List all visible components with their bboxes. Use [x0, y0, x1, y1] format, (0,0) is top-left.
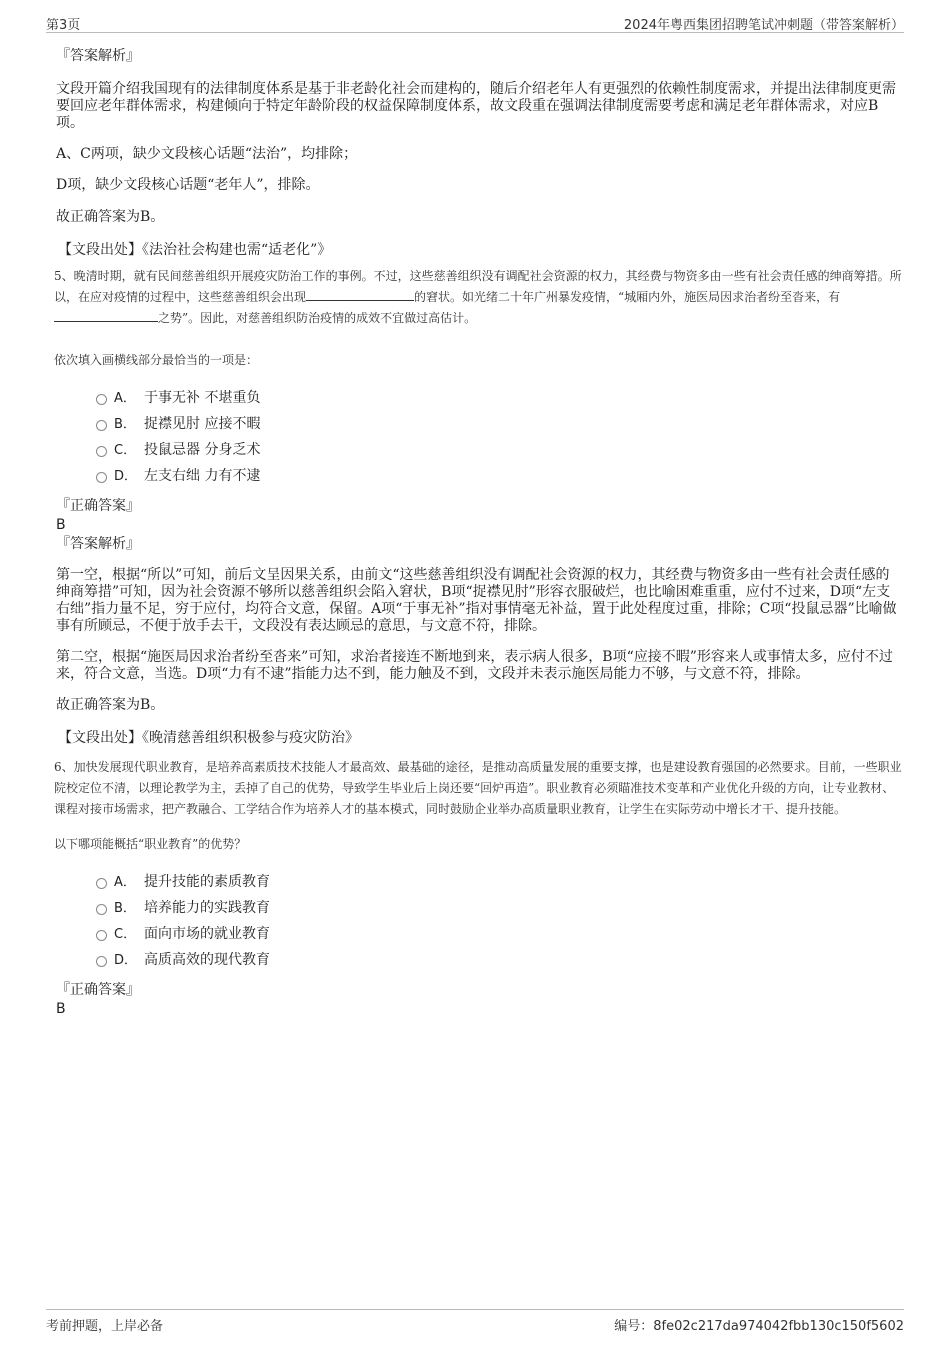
correct-answer-value: B — [56, 517, 66, 533]
radio-icon[interactable] — [96, 394, 107, 405]
question-6-text: 6、加快发展现代职业教育，是培养高素质技术技能人才最高效、最基础的途径，是推动高质量发展的重要支撑，也是建设教育强国的必然要求。目前，一些职业院校定位不清，以理论教学为主，丢掉了自己的优势，导致学生毕业后上岗还要“回炉再造”。职业教育必须瞄准技术变革和产业优化升级的方向，让专业教材、课程对接市场需求，把产教融合、工学结合作为培养人才的基本模式，同时鼓励企业举办高质量职业教育，让学生在实际劳动中增长才干、提升技能。 — [54, 760, 902, 816]
document-code-label: 编号： — [614, 1319, 654, 1334]
question-5-text — [54, 266, 902, 329]
option-c[interactable]: C． 面向市场的就业教育 — [56, 921, 902, 947]
question-5-options — [56, 385, 902, 489]
question-5-text-part2: 的窘状。如光绪二十年广州暴发疫情，“城厢内外，施医局因求治者纷至沓来，有 — [414, 290, 841, 304]
option-a[interactable]: A． 于事无补 不堪重负 — [56, 385, 902, 411]
page-content — [56, 44, 902, 1018]
option-b[interactable]: B． 培养能力的实践教育 — [56, 895, 902, 921]
question-6-options — [56, 869, 902, 973]
question-5-text-part3: 之势”。因此，对慈善组织防治疫情的成效不宜做过高估计。 — [158, 311, 477, 325]
document-title: 2024年粤西集团招聘笔试冲刺题（带答案解析） — [623, 18, 904, 33]
analysis-paragraph-1: 第一空，根据“所以”可知，前后文呈因果关系，由前文“这些慈善组织没有调配社会资源的权力，其经费与物资多由一些有社会责任感的绅商筹措”可知，因为社会资源不够所以慈善组织会陷入窘状，B项“捉襟见肘”形容衣服破烂，也比喻困难重重，应付不过来，D项“左支右绌”指力量不足，穷于应付，均符合文意，保留。A项“于事无补”指对事情毫无补益，置于此处程度过重，排除；C项“投鼠忌器”比喻做事有所顾忌，不便于放手去干，文段没有表达顾忌的意思，与文意不符，排除。 — [56, 567, 897, 634]
source-citation: 【文段出处】《法治社会构建也需“适老化”》 — [58, 242, 332, 258]
answer-analysis-label: 『答案解析』 — [56, 536, 140, 552]
answer-analysis-label: 『答案解析』 — [56, 48, 140, 64]
correct-answer-value: B — [56, 1001, 66, 1017]
footer-slogan: 考前押题，上岸必备 — [46, 1319, 164, 1334]
document-code — [614, 1315, 904, 1334]
page-number: 第3页 — [46, 18, 81, 33]
page-header — [46, 10, 904, 33]
radio-icon[interactable] — [96, 420, 107, 431]
correct-answer-label: 『正确答案』 — [56, 498, 140, 514]
radio-icon[interactable] — [96, 930, 107, 941]
question-6-prompt: 以下哪项能概括“职业教育”的优势？ — [54, 837, 247, 851]
option-d[interactable]: D． 左支右绌 力有不逮 — [56, 463, 902, 489]
option-d[interactable]: D． 高质高效的现代教育 — [56, 947, 902, 973]
radio-icon[interactable] — [96, 472, 107, 483]
option-a[interactable]: A． 提升技能的素质教育 — [56, 869, 902, 895]
fill-blank-2 — [54, 309, 158, 322]
analysis-paragraph-2: 第二空，根据“施医局因求治者纷至沓来”可知，求治者接连不断地到来，表示病人很多，B项“应接不暇”形容来人或事情太多，应付不过来，符合文意，当选。D项“力有不逮”指能力达不到，能力触及不到，文段并未表示施医局能力不够，与文意不符，排除。 — [56, 649, 893, 682]
conclusion: 故正确答案为B。 — [56, 209, 165, 225]
option-c[interactable]: C． 投鼠忌器 分身乏术 — [56, 437, 902, 463]
source-citation: 【文段出处】《晚清慈善组织积极参与疫灾防治》 — [58, 730, 359, 746]
question-5-prompt: 依次填入画横线部分最恰当的一项是： — [54, 353, 259, 367]
radio-icon[interactable] — [96, 878, 107, 889]
radio-icon[interactable] — [96, 956, 107, 967]
radio-icon[interactable] — [96, 446, 107, 457]
elimination-d: D项，缺少文段核心话题“老年人”，排除。 — [56, 177, 320, 193]
option-b[interactable]: B． 捉襟见肘 应接不暇 — [56, 411, 902, 437]
conclusion: 故正确答案为B。 — [56, 697, 165, 713]
page-footer — [46, 1309, 904, 1336]
question-5-text-part1: 5、晚清时期，就有民间慈善组织开展疫灾防治工作的事例。不过，这些慈善组织没有调配社会资源的权力，其经费与物资多由一些有社会责任感的绅商筹措。所以，在应对疫情的过程中，这些慈善组织会出现 — [54, 269, 902, 304]
radio-icon[interactable] — [96, 904, 107, 915]
answer-analysis-text: 文段开篇介绍我国现有的法律制度体系是基于非老龄化社会而建构的，随后介绍老年人有更强烈的依赖性制度需求，并提出法律制度更需要回应老年群体需求，构建倾向于特定年龄阶段的权益保障制度体系，故文段重在强调法律制度需要考虑和满足老年群体需求，对应B项。 — [56, 81, 896, 131]
document-code-value: 8fe02c217da974042fbb130c150f5602 — [653, 1319, 904, 1334]
fill-blank-1 — [306, 288, 414, 301]
correct-answer-label: 『正确答案』 — [56, 982, 140, 998]
elimination-ac: A、C两项，缺少文段核心话题“法治”，均排除； — [56, 146, 358, 162]
